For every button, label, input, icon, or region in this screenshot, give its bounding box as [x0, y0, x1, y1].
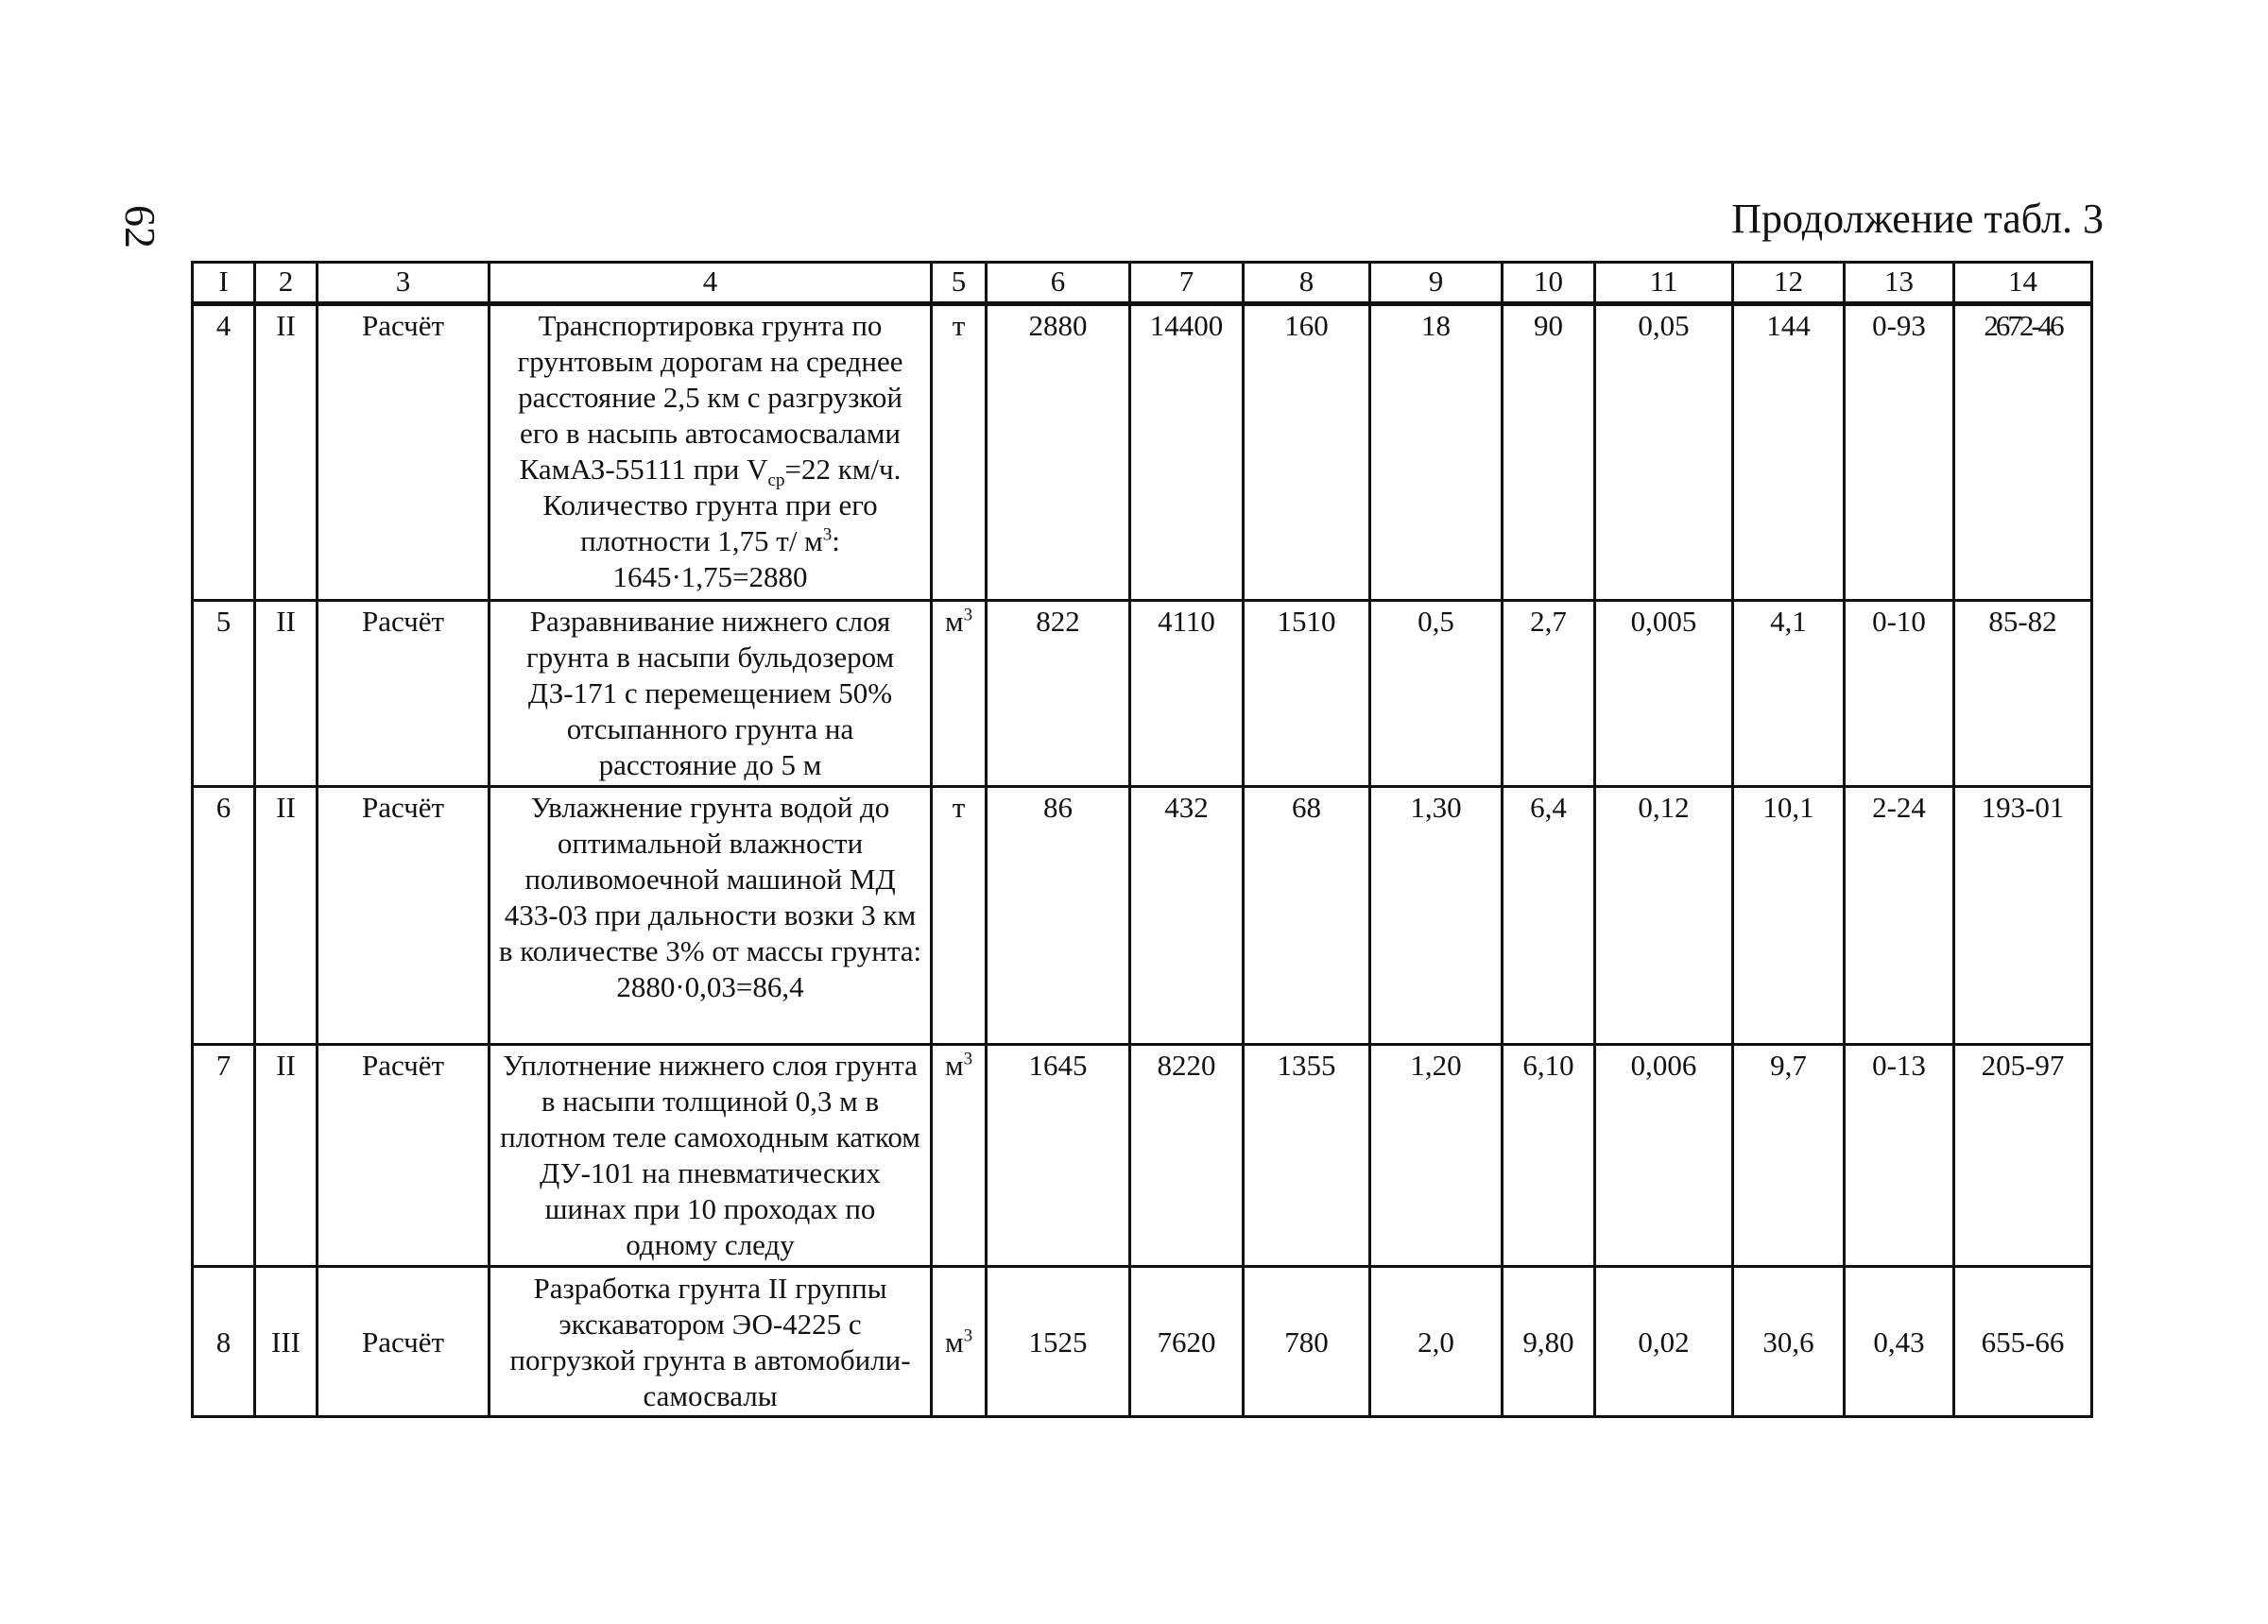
column-header: 14: [1954, 263, 2092, 304]
row-cell: 6,4: [1503, 787, 1595, 1045]
row-number: 5: [193, 601, 255, 787]
table-row: [193, 787, 2092, 1045]
row-formula: 1645·1,75=2880: [612, 560, 808, 593]
row-cell: 144: [1733, 304, 1845, 601]
column-header: 5: [932, 263, 987, 304]
row-total: 85-82: [1954, 601, 2092, 787]
row-description: Уплотнение нижнего слоя грунта в насыпи толщиной 0,3 м в плотном теле самоходным катком ДУ-101 на пневматических шинах при 10 проходах по одному следу: [490, 1045, 932, 1267]
row-description: Увлажнение грунта водой до оптимальной влажности поливомоечной машиной МД 433-03 при дальности возки 3 км в количестве 3% от массы грунта: 2880·0,03=86,4: [490, 787, 932, 1045]
row-cell: 0-93: [1845, 304, 1954, 601]
table-row: [193, 304, 2092, 601]
table-row: [193, 601, 2092, 787]
row-cell: 1525: [987, 1267, 1130, 1417]
column-header: 3: [318, 263, 490, 304]
row-unit: т: [932, 304, 987, 601]
row-cell: 822: [987, 601, 1130, 787]
table-row: [193, 1267, 2092, 1417]
row-cell: 0,05: [1595, 304, 1733, 601]
row-cell: 7620: [1130, 1267, 1244, 1417]
row-number: 6: [193, 787, 255, 1045]
row-cell: 4,1: [1733, 601, 1845, 787]
row-number: 8: [193, 1267, 255, 1417]
row-cell: 68: [1244, 787, 1370, 1045]
row-cell: 0,5: [1370, 601, 1503, 787]
row-total: 655-66: [1954, 1267, 2092, 1417]
header-row: [193, 263, 2092, 304]
table-caption: Продолжение табл. 3: [1731, 196, 2104, 242]
row-unit: $м^3$: [932, 1045, 987, 1267]
row-basis: Расчёт: [318, 601, 490, 787]
column-header: 13: [1845, 263, 1954, 304]
row-cell: 9,7: [1733, 1045, 1845, 1267]
row-group: III: [255, 1267, 318, 1417]
column-header: 4: [490, 263, 932, 304]
table-row: [193, 1045, 2092, 1267]
row-cell: 1,20: [1370, 1045, 1503, 1267]
row-cell: 2880: [987, 304, 1130, 601]
row-cell: 14400: [1130, 304, 1244, 601]
column-header: 11: [1595, 263, 1733, 304]
column-header: 9: [1370, 263, 1503, 304]
row-cell: 1645: [987, 1045, 1130, 1267]
row-cell: 1510: [1244, 601, 1370, 787]
row-cell: 432: [1130, 787, 1244, 1045]
row-cell: 780: [1244, 1267, 1370, 1417]
row-cell: 4110: [1130, 601, 1244, 787]
row-cell: 0,12: [1595, 787, 1733, 1045]
row-group: II: [255, 601, 318, 787]
row-cell: 2,0: [1370, 1267, 1503, 1417]
row-cell: 6,10: [1503, 1045, 1595, 1267]
row-unit: т: [932, 787, 987, 1045]
row-description: Разработка грунта II группы экскаватором ЭО-4225 с погрузкой грунта в автомобили-самосвалы: [490, 1267, 932, 1417]
row-cell: 1,30: [1370, 787, 1503, 1045]
column-header: 10: [1503, 263, 1595, 304]
column-header: 7: [1130, 263, 1244, 304]
row-basis: Расчёт: [318, 787, 490, 1045]
row-total: 193-01: [1954, 787, 2092, 1045]
column-header: I: [193, 263, 255, 304]
column-header: 8: [1244, 263, 1370, 304]
row-description: Разравнивание нижнего слоя грунта в насыпи бульдозером ДЗ-171 с перемещением 50% отсыпанного грунта на расстояние до 5 м: [490, 601, 932, 787]
row-group: II: [255, 1045, 318, 1267]
row-basis: Расчёт: [318, 1045, 490, 1267]
row-cell: 10,1: [1733, 787, 1845, 1045]
row-total: 2672-46: [1954, 304, 2092, 601]
row-cell: 0,005: [1595, 601, 1733, 787]
row-group: II: [255, 304, 318, 601]
row-cell: 9,80: [1503, 1267, 1595, 1417]
row-basis: Расчёт: [318, 1267, 490, 1417]
row-cell: 86: [987, 787, 1130, 1045]
row-unit: $м^3$: [932, 601, 987, 787]
row-cell: 160: [1244, 304, 1370, 601]
row-cell: 90: [1503, 304, 1595, 601]
row-unit: $м^3$: [932, 1267, 987, 1417]
estimate-table: [191, 261, 2093, 1418]
row-cell: 0-10: [1845, 601, 1954, 787]
row-number: 4: [193, 304, 255, 601]
row-basis: Расчёт: [318, 304, 490, 601]
row-cell: 0,02: [1595, 1267, 1733, 1417]
row-cell: 2,7: [1503, 601, 1595, 787]
row-number: 7: [193, 1045, 255, 1267]
row-cell: 2-24: [1845, 787, 1954, 1045]
column-header: 12: [1733, 263, 1845, 304]
row-description: Транспортировка грунта по грунтовым дорогам на среднее расстояние 2,5 км с разгрузкой его в насыпь автосамосвалами КамАЗ-55111 при $V_{ср}=22$ км/ч. Количество грунта при его плотности 1,75 т/ $м^3$: 1645·1,75=2880: [490, 304, 932, 601]
row-cell: 0,43: [1845, 1267, 1954, 1417]
row-cell: 0-13: [1845, 1045, 1954, 1267]
column-header: 2: [255, 263, 318, 304]
row-cell: 0,006: [1595, 1045, 1733, 1267]
row-cell: 8220: [1130, 1045, 1244, 1267]
row-cell: 18: [1370, 304, 1503, 601]
row-cell: 1355: [1244, 1045, 1370, 1267]
row-cell: 30,6: [1733, 1267, 1845, 1417]
row-group: II: [255, 787, 318, 1045]
row-formula: 2880·0,03=86,4: [616, 970, 804, 1003]
page-number: 62: [116, 205, 164, 248]
column-header: 6: [987, 263, 1130, 304]
row-total: 205-97: [1954, 1045, 2092, 1267]
